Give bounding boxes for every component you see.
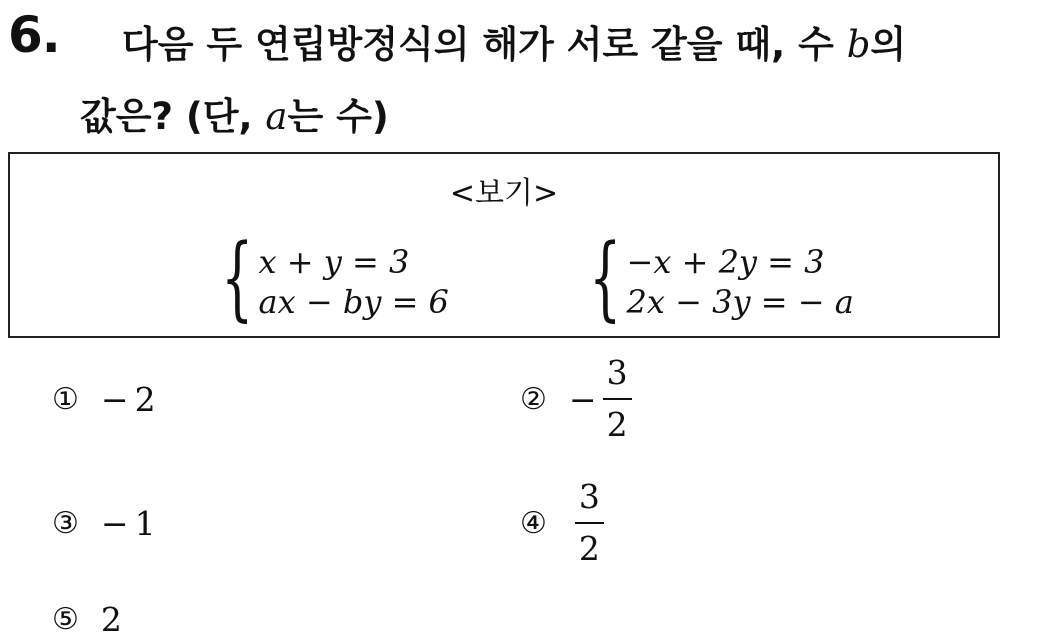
stem-text: 다음 두 연립방정식의 해가 서로 같을 때, 수 bbox=[122, 23, 847, 66]
choice-4[interactable] bbox=[520, 477, 604, 568]
choice-value: 2 bbox=[134, 380, 156, 419]
choice-marker: ① bbox=[52, 382, 79, 417]
choice-marker: ③ bbox=[52, 506, 79, 541]
fraction-denominator: 2 bbox=[578, 529, 600, 568]
fraction-bar bbox=[575, 522, 604, 524]
question-stem-line2 bbox=[80, 86, 389, 140]
left-brace-icon: { bbox=[589, 224, 622, 331]
left-brace-icon: { bbox=[221, 224, 254, 331]
stem-variable-b: b bbox=[846, 23, 871, 66]
stem-text: 값은? (단, bbox=[80, 95, 266, 138]
choice-value: 1 bbox=[134, 504, 156, 543]
system2-equation1: −x + 2y = 3 bbox=[626, 243, 825, 281]
fraction-numerator: 3 bbox=[606, 353, 628, 392]
choice-2[interactable] bbox=[520, 353, 632, 444]
choice-value: 2 bbox=[100, 600, 122, 639]
choice-fraction bbox=[575, 477, 604, 568]
choice-marker: ④ bbox=[520, 505, 547, 541]
choice-marker: ⑤ bbox=[52, 602, 79, 637]
choice-3[interactable] bbox=[52, 504, 156, 543]
fraction-numerator: 3 bbox=[578, 477, 600, 516]
choice-marker: ② bbox=[520, 381, 547, 417]
choice-5[interactable] bbox=[52, 600, 122, 639]
equation-system-2 bbox=[576, 224, 854, 331]
choice-sign: − bbox=[100, 504, 129, 543]
choice-1[interactable] bbox=[52, 380, 156, 419]
fraction-denominator: 2 bbox=[606, 405, 628, 444]
choice-sign: − bbox=[100, 380, 129, 419]
choice-fraction bbox=[603, 353, 632, 444]
stem-text: 는 수) bbox=[287, 95, 389, 138]
equation-system-1 bbox=[208, 224, 449, 331]
example-box bbox=[8, 152, 1000, 338]
fraction-bar bbox=[603, 398, 632, 400]
choice-sign: − bbox=[568, 379, 597, 419]
question-number: 6. bbox=[8, 6, 60, 64]
system1-equation1: x + y = 3 bbox=[258, 243, 410, 281]
system2-equation2: 2x − 3y = − a bbox=[626, 283, 854, 321]
stem-variable-a: a bbox=[265, 95, 288, 138]
stem-text: 의 bbox=[870, 23, 907, 66]
question-stem-line1 bbox=[122, 14, 906, 68]
example-box-title: <보기> bbox=[449, 176, 559, 211]
system1-equation2: ax − by = 6 bbox=[258, 283, 449, 321]
